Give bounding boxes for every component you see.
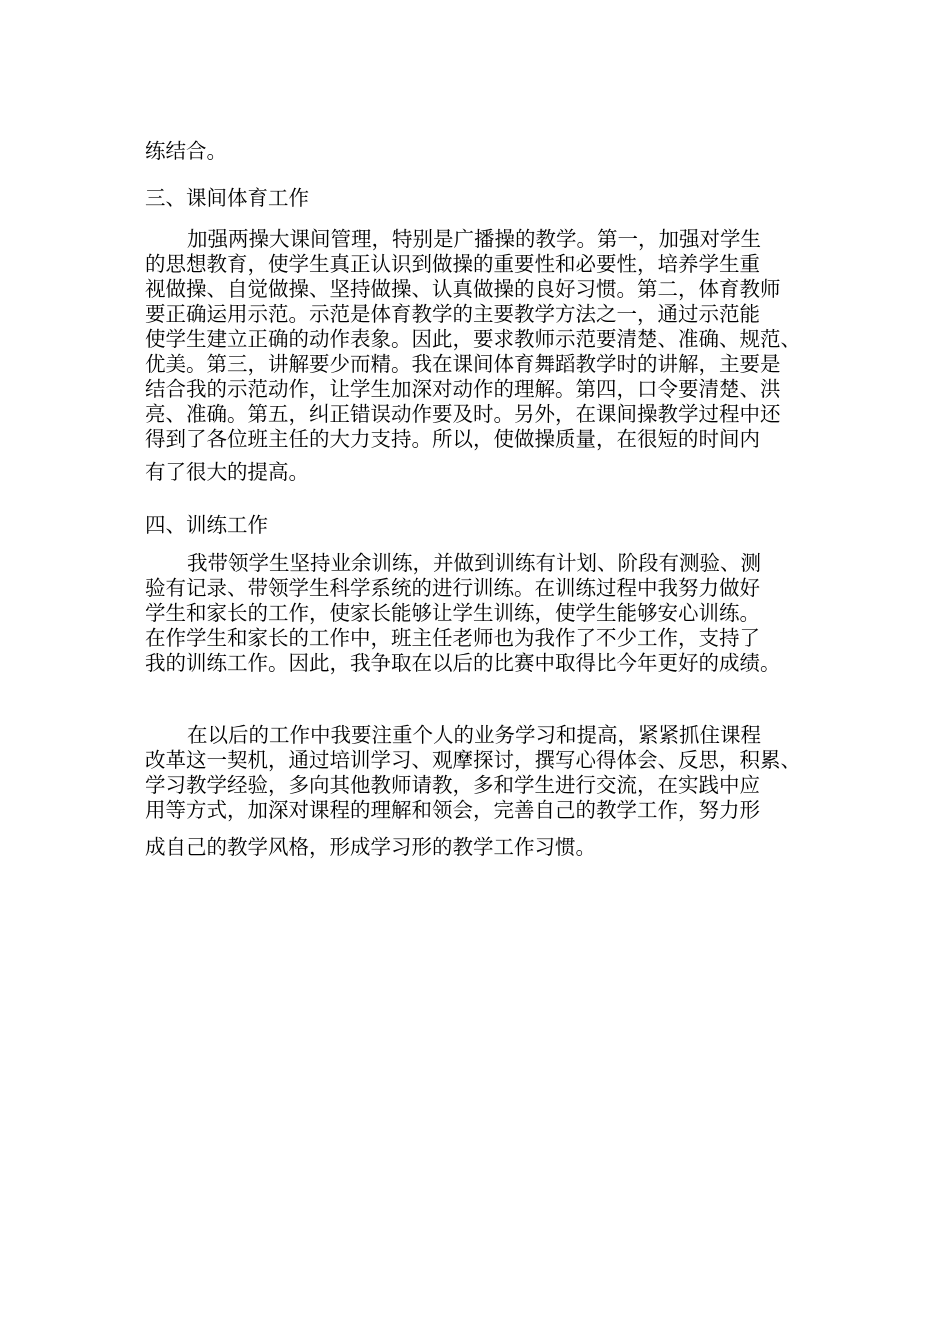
paragraph-line: 得到了各位班主任的大力支持。所以，使做操质量，在很短的时间内 bbox=[145, 427, 760, 451]
paragraph-line: 结合我的示范动作，让学生加深对动作的理解。第四，口令要清楚、洪 bbox=[145, 377, 781, 401]
paragraph-line: 的思想教育，使学生真正认识到做操的重要性和必要性，培养学生重 bbox=[145, 252, 760, 276]
paragraph-line: 学习教学经验，多向其他教师请教，多和学生进行交流，在实践中应 bbox=[145, 773, 760, 797]
paragraph-line: 学生和家长的工作，使家长能够让学生训练，使学生能够安心训练。 bbox=[145, 601, 760, 625]
paragraph-line: 验有记录、带领学生科学系统的进行训练。在训练过程中我努力做好 bbox=[145, 576, 760, 600]
section-heading: 四、训练工作 bbox=[145, 513, 268, 537]
paragraph-line: 在作学生和家长的工作中，班主任老师也为我作了不少工作，支持了 bbox=[145, 626, 760, 650]
section-heading: 三、课间体育工作 bbox=[145, 186, 309, 210]
paragraph-line: 我的训练工作。因此，我争取在以后的比赛中取得比今年更好的成绩。 bbox=[145, 651, 781, 675]
paragraph-line: 要正确运用示范。示范是体育教学的主要教学方法之一，通过示范能 bbox=[145, 302, 760, 326]
paragraph-line: 改革这一契机，通过培训学习、观摩探讨，撰写心得体会、反思，积累、 bbox=[145, 748, 801, 772]
paragraph-line: 我带领学生坚持业余训练，并做到训练有计划、阶段有测验、测 bbox=[187, 551, 761, 575]
paragraph-line: 有了很大的提高。 bbox=[145, 460, 309, 484]
paragraph-line: 使学生建立正确的动作表象。因此，要求教师示范要清楚、准确、规范、 bbox=[145, 327, 801, 351]
paragraph-line: 加强两操大课间管理，特别是广播操的教学。第一，加强对学生 bbox=[187, 227, 761, 251]
paragraph-line: 优美。第三，讲解要少而精。我在课间体育舞蹈教学时的讲解，主要是 bbox=[145, 352, 781, 376]
continuation-text: 练结合。 bbox=[145, 139, 227, 163]
paragraph-line: 亮、准确。第五，纠正错误动作要及时。另外，在课间操教学过程中还 bbox=[145, 402, 781, 426]
paragraph-line: 在以后的工作中我要注重个人的业务学习和提高，紧紧抓住课程 bbox=[187, 723, 761, 747]
paragraph-line: 成自己的教学风格，形成学习形的教学工作习惯。 bbox=[145, 835, 596, 859]
paragraph-line: 用等方式，加深对课程的理解和领会，完善自己的教学工作，努力形 bbox=[145, 798, 760, 822]
paragraph-line: 视做操、自觉做操、坚持做操、认真做操的良好习惯。第二，体育教师 bbox=[145, 277, 781, 301]
